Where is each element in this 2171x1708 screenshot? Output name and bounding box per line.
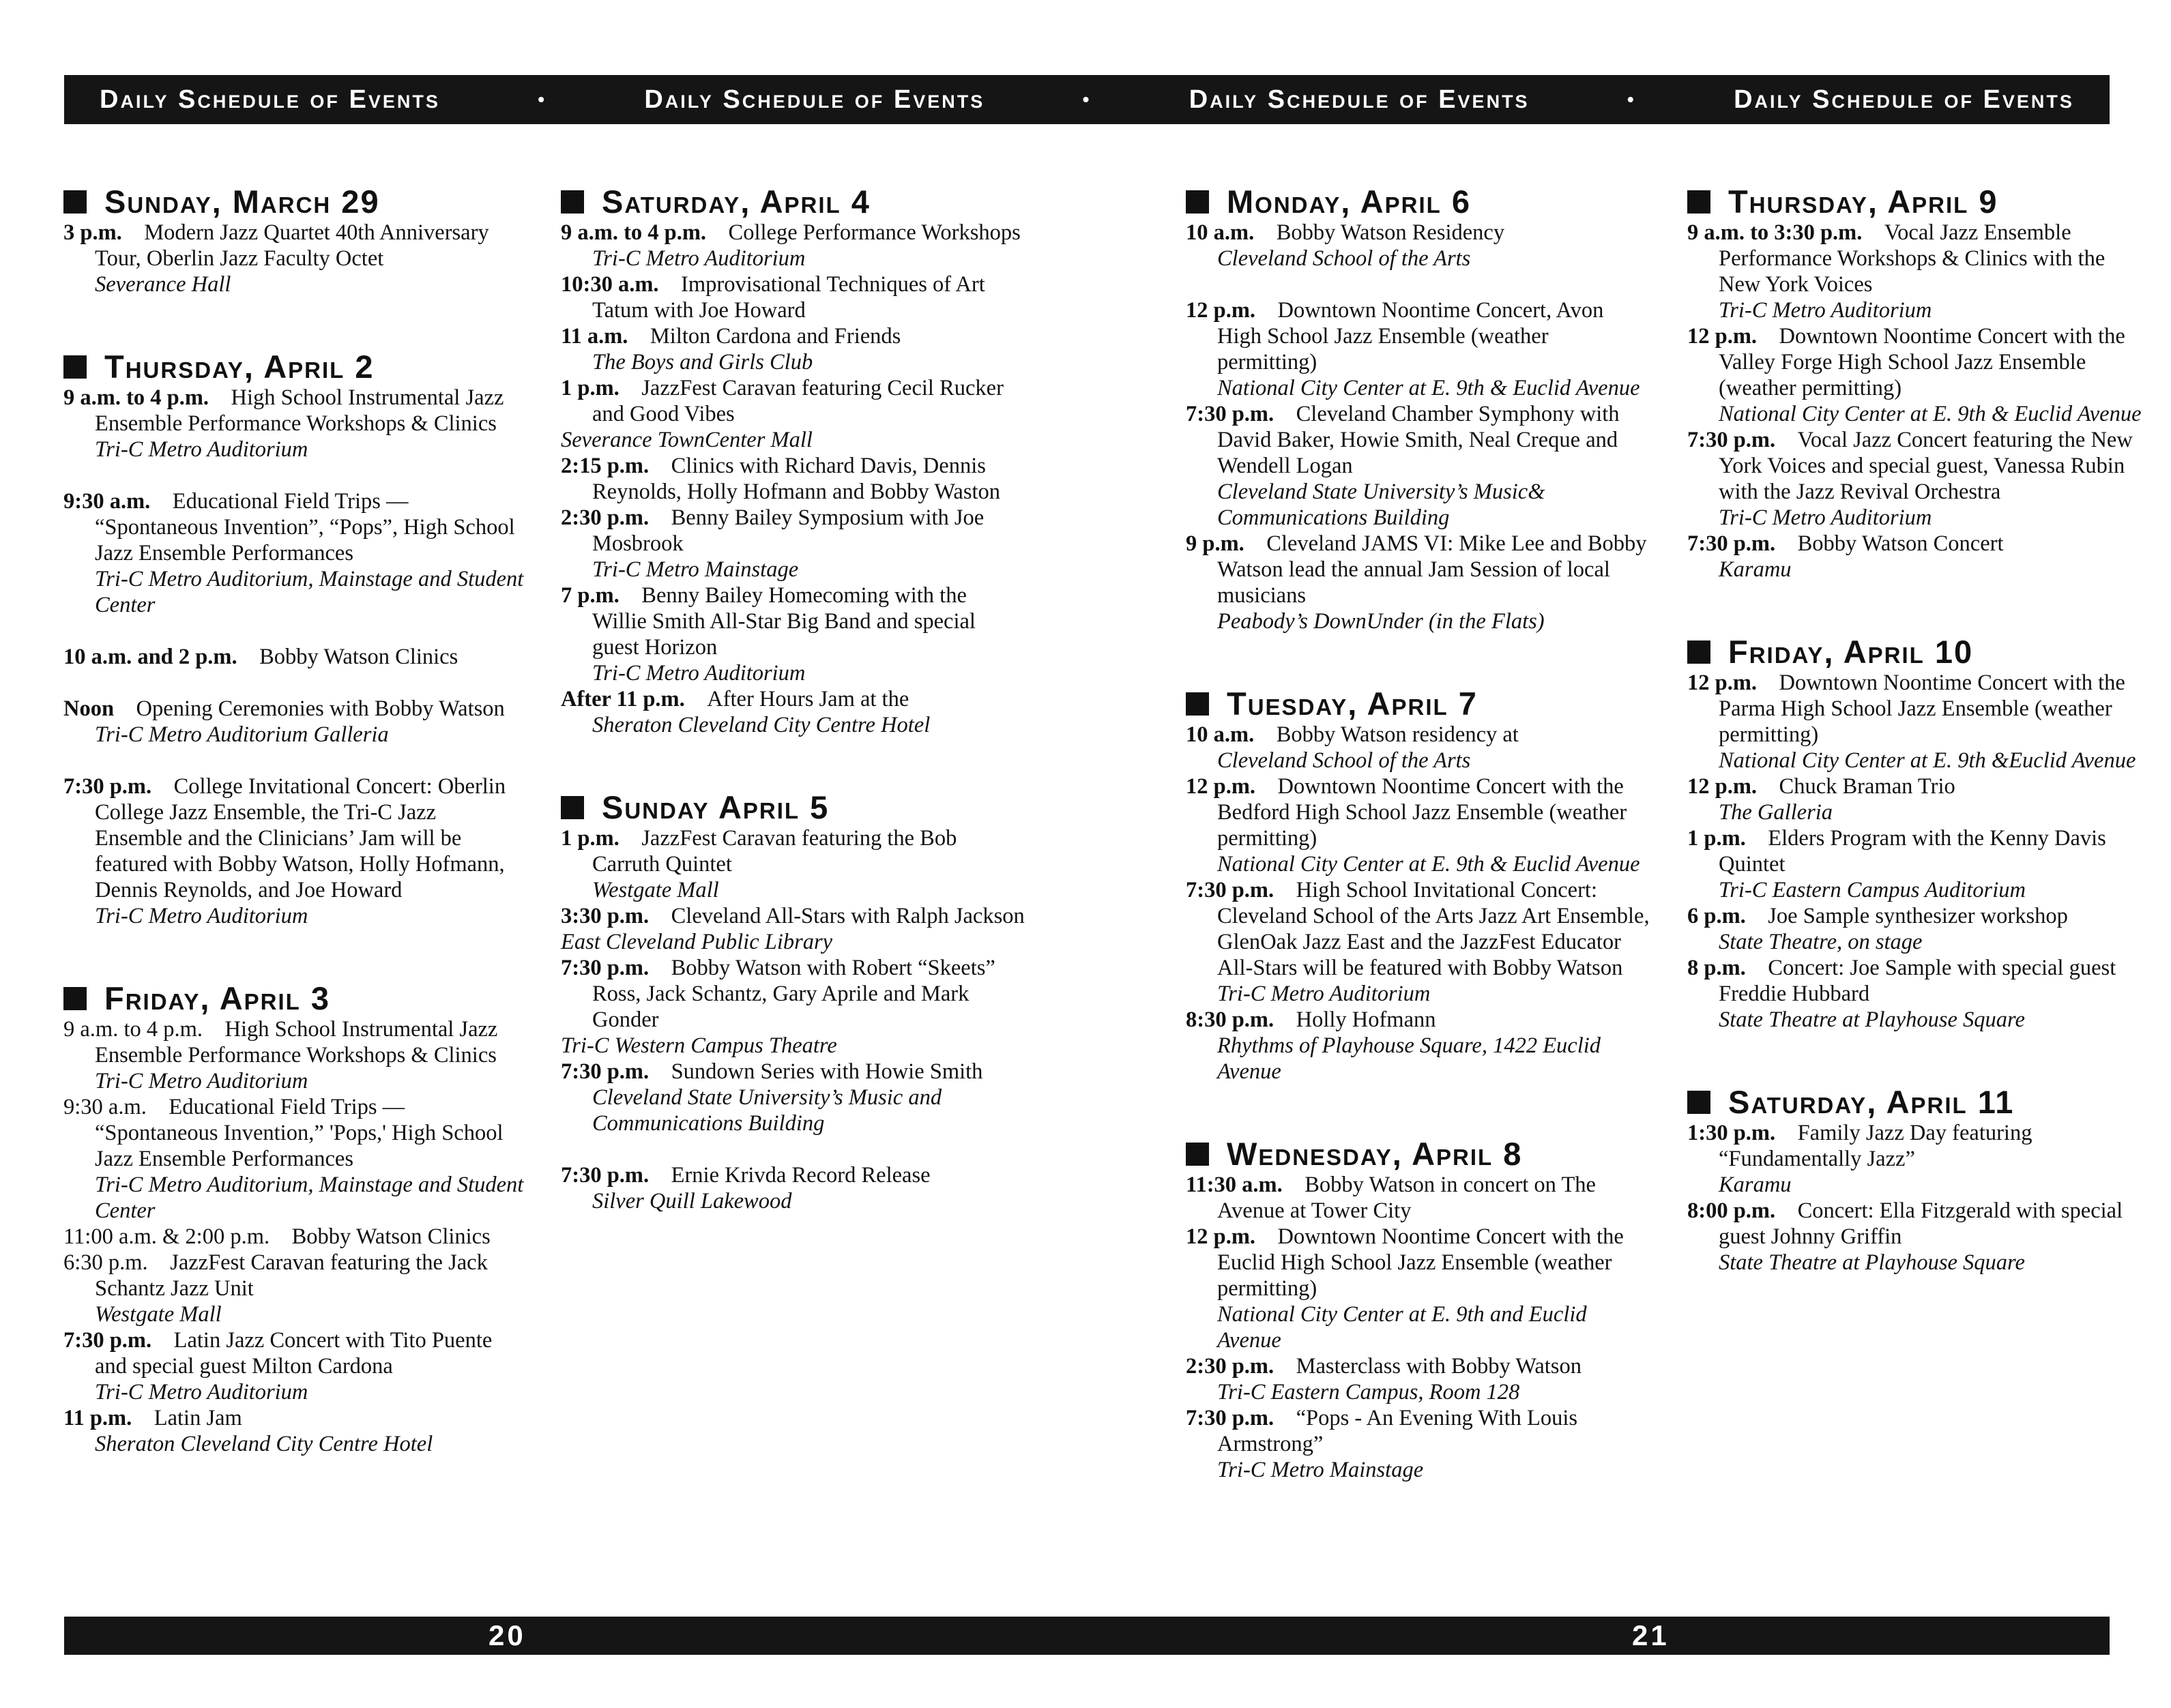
event-venue: Tri-C Metro Auditorium	[95, 904, 308, 928]
day-section	[561, 184, 1025, 738]
event-line	[1687, 903, 2151, 929]
event-line	[561, 903, 1025, 929]
event-venue: Rhythms of Playhouse Square, 1422 Euclid Avenue	[1217, 1033, 1601, 1084]
event-venue: Tri-C Metro Mainstage	[1217, 1458, 1424, 1482]
footer-bar-left	[64, 1617, 1079, 1655]
event-entry	[561, 1059, 1025, 1136]
event-venue: Tri-C Eastern Campus Auditorium	[1719, 878, 2026, 902]
day-section	[63, 184, 527, 297]
event-time: 1 p.m.	[561, 826, 620, 851]
event-description: Bobby Watson Clinics	[259, 645, 458, 669]
event-time: 8:00 p.m.	[1687, 1198, 1776, 1223]
event-line	[63, 1224, 527, 1250]
event-venue: Tri-C Metro Auditorium	[95, 437, 308, 462]
event-time: 9:30 a.m.	[63, 489, 151, 514]
square-bullet-icon	[63, 190, 87, 214]
event-venue: Cleveland School of the Arts	[1217, 748, 1471, 773]
event-description: High School Instrumental Jazz Ensemble Performance Workshops & Clinics	[95, 1017, 498, 1068]
event-description: Benny Bailey Homecoming with the Willie Smith All-Star Big Band and special guest Horizon	[592, 583, 976, 660]
event-description: Downtown Noontime Concert with the Euclid High School Jazz Ensemble (weather permitting)	[1217, 1224, 1624, 1301]
event-line	[1687, 531, 2151, 557]
square-bullet-icon	[561, 796, 584, 819]
event-entry	[1186, 1007, 1650, 1085]
day-title: Thursday, April 9	[1728, 183, 1998, 220]
event-venue: The Galleria	[1719, 800, 1833, 825]
event-venue: Silver Quill Lakewood	[592, 1189, 792, 1213]
event-time: 7:30 p.m.	[1186, 1406, 1274, 1430]
event-time: 7:30 p.m.	[1687, 531, 1776, 556]
event-entry	[63, 1094, 527, 1224]
event-entry	[561, 903, 1025, 955]
event-line	[1186, 220, 1650, 246]
event-venue: Cleveland School of the Arts	[1217, 246, 1471, 271]
event-line	[63, 644, 527, 670]
event-entry	[63, 220, 527, 297]
event-description: Elders Program with the Kenny Davis Quintet	[1719, 826, 2106, 877]
event-venue: Tri-C Metro Auditorium, Mainstage and Student Center	[95, 567, 524, 617]
day-title: Sunday April 5	[602, 789, 830, 825]
event-venue: National City Center at E. 9th & Euclid Avenue	[1217, 852, 1640, 877]
page-number: 20	[489, 1619, 526, 1651]
event-venue: The Boys and Girls Club	[592, 350, 813, 374]
event-time: 12 p.m.	[1687, 671, 1758, 695]
event-description: Benny Bailey Symposium with Joe Mosbrook	[592, 505, 985, 556]
event-line	[1687, 1120, 2151, 1172]
event-entry	[1186, 531, 1650, 634]
event-time: 12 p.m.	[1186, 774, 1256, 799]
event-description: College Performance Workshops	[728, 220, 1021, 245]
event-time: 10 a.m.	[1186, 220, 1255, 245]
event-entry	[63, 644, 527, 670]
event-description: Latin Jazz Concert with Tito Puente and special guest Milton Cardona	[95, 1328, 493, 1379]
event-entry	[1687, 427, 2151, 531]
event-entry	[1687, 323, 2151, 427]
day-heading	[561, 184, 1025, 220]
event-time: 7 p.m.	[561, 583, 620, 608]
day-heading	[561, 790, 1025, 825]
square-bullet-icon	[561, 190, 584, 214]
event-time: 7:30 p.m.	[1186, 402, 1274, 426]
event-line	[63, 220, 527, 271]
event-line	[1687, 1198, 2151, 1250]
event-time: 1:30 p.m.	[1687, 1121, 1776, 1145]
day-heading	[63, 981, 527, 1016]
event-time: 2:15 p.m.	[561, 454, 650, 478]
event-entry	[1687, 903, 2151, 955]
event-entry	[63, 488, 527, 618]
event-description: JazzFest Caravan featuring Cecil Rucker and Good Vibes	[592, 376, 1004, 426]
event-entry	[1687, 1120, 2151, 1198]
event-time: 12 p.m.	[1186, 298, 1256, 323]
event-description: Bobby Watson Clinics	[291, 1224, 491, 1249]
header-segment: Daily Schedule of Events	[1189, 85, 1530, 114]
day-heading	[63, 184, 527, 220]
event-description: Downtown Noontime Concert with the Valley Forge High School Jazz Ensemble (weather permitting)	[1719, 324, 2125, 400]
event-entry	[1186, 1172, 1650, 1224]
event-time: 3 p.m.	[63, 220, 122, 245]
event-description: Masterclass with Bobby Watson	[1296, 1354, 1582, 1379]
square-bullet-icon	[1687, 1091, 1710, 1114]
event-venue: Peabody’s DownUnder (in the Flats)	[1217, 609, 1545, 634]
event-venue: National City Center at E. 9th and Euclid Avenue	[1217, 1302, 1587, 1353]
event-line	[561, 1162, 1025, 1188]
event-line	[561, 825, 1025, 877]
event-description: Cleveland Chamber Symphony with David Baker, Howie Smith, Neal Creque and Wendell Logan	[1217, 402, 1620, 478]
event-time: 12 p.m.	[1186, 1224, 1256, 1249]
event-venue: National City Center at E. 9th & Euclid Avenue	[1719, 402, 2142, 426]
event-line	[1186, 774, 1650, 851]
event-entry	[63, 385, 527, 462]
event-entry	[561, 583, 1025, 686]
event-line	[1687, 774, 2151, 799]
event-time: After 11 p.m.	[561, 687, 685, 711]
event-line	[1186, 877, 1650, 981]
event-line	[63, 385, 527, 437]
event-venue: Tri-C Eastern Campus, Room 128	[1217, 1380, 1520, 1404]
event-venue: State Theatre at Playhouse Square	[1719, 1007, 2025, 1032]
event-venue: Sheraton Cleveland City Centre Hotel	[95, 1432, 433, 1456]
day-heading	[1186, 1136, 1650, 1172]
event-time: 9 a.m. to 4 p.m.	[63, 385, 209, 410]
event-description: Concert: Ella Fitzgerald with special guest Johnny Griffin	[1719, 1198, 2123, 1249]
event-venue: Tri-C Metro Auditorium	[592, 661, 806, 686]
event-venue: Tri-C Metro Auditorium	[95, 1069, 308, 1093]
event-time: 2:30 p.m.	[561, 505, 650, 530]
day-heading	[63, 349, 527, 385]
day-section	[63, 981, 527, 1457]
event-description: Cleveland All-Stars with Ralph Jackson	[671, 904, 1025, 928]
square-bullet-icon	[1687, 640, 1710, 664]
day-title: Wednesday, April 8	[1227, 1136, 1523, 1172]
event-time: 10 a.m.	[1186, 722, 1255, 747]
event-description: Ernie Krivda Record Release	[671, 1163, 931, 1188]
day-section	[1687, 1085, 2151, 1276]
header-separator: •	[1082, 89, 1092, 110]
event-entry	[561, 505, 1025, 583]
event-time: 1 p.m.	[1687, 826, 1746, 851]
event-time: 11:00 a.m. & 2:00 p.m.	[63, 1224, 270, 1249]
day-section	[1186, 686, 1650, 1085]
event-line	[1186, 531, 1650, 608]
day-title: Sunday, March 29	[104, 183, 380, 220]
event-venue: Westgate Mall	[95, 1302, 222, 1327]
event-entry	[63, 1016, 527, 1094]
event-venue: Severance TownCenter Mall	[561, 428, 813, 452]
schedule-column-3	[1186, 184, 1650, 1535]
event-line	[1687, 220, 2151, 297]
event-description: Bobby Watson Residency	[1276, 220, 1505, 245]
event-time: 7:30 p.m.	[561, 1059, 650, 1084]
event-line	[63, 696, 527, 722]
event-entry	[1687, 825, 2151, 903]
square-bullet-icon	[1186, 190, 1209, 214]
event-description: Bobby Watson with Robert “Skeets” Ross, Jack Schantz, Gary Aprile and Mark Gonder	[592, 956, 995, 1032]
event-line	[1687, 427, 2151, 505]
event-entry	[63, 774, 527, 929]
day-section	[1687, 184, 2151, 583]
header-segment: Daily Schedule of Events	[644, 85, 985, 114]
event-time: Noon	[63, 696, 115, 721]
event-time: 10:30 a.m.	[561, 272, 659, 297]
event-description: Concert: Joe Sample with special guest Freddie Hubbard	[1719, 956, 2116, 1006]
event-time: 9 a.m. to 4 p.m.	[561, 220, 707, 245]
event-time: 11 p.m.	[63, 1406, 132, 1430]
day-title: Thursday, April 2	[104, 349, 375, 385]
event-line	[561, 686, 1025, 712]
event-venue: Tri-C Metro Auditorium	[592, 246, 806, 271]
event-description: Bobby Watson residency at	[1276, 722, 1519, 747]
event-venue: Tri-C Metro Auditorium, Mainstage and Student Center	[95, 1173, 524, 1223]
header-segment: Daily Schedule of Events	[100, 85, 440, 114]
day-section	[1186, 1136, 1650, 1483]
event-line	[561, 271, 1025, 323]
header-separator: •	[538, 89, 547, 110]
event-line	[1687, 825, 2151, 877]
event-entry	[561, 271, 1025, 323]
square-bullet-icon	[63, 987, 87, 1010]
square-bullet-icon	[63, 355, 87, 379]
event-line	[63, 1405, 527, 1431]
event-description: College Invitational Concert: Oberlin College Jazz Ensemble, the Tri-C Jazz Ensemble and the Clinicians’ Jam will be featured with Bobby Watson, Holly Hofmann, Dennis Reynolds, and Joe Howard	[95, 774, 506, 902]
day-section	[63, 349, 527, 929]
event-description: JazzFest Caravan featuring the Jack Schantz Jazz Unit	[95, 1250, 488, 1301]
event-line	[1687, 323, 2151, 401]
day-title: Friday, April 3	[104, 980, 331, 1016]
page-number: 21	[1632, 1619, 1670, 1651]
event-time: 6:30 p.m.	[63, 1250, 148, 1275]
day-heading	[1687, 634, 2151, 670]
event-entry	[1687, 955, 2151, 1033]
event-line	[561, 323, 1025, 349]
event-description: Improvisational Techniques of Art Tatum with Joe Howard	[592, 272, 985, 323]
event-entry	[561, 220, 1025, 271]
event-line	[561, 1059, 1025, 1085]
event-entry	[561, 825, 1025, 903]
event-entry	[561, 453, 1025, 505]
event-description: Modern Jazz Quartet 40th Anniversary Tour, Oberlin Jazz Faculty Octet	[95, 220, 489, 271]
event-description: Vocal Jazz Concert featuring the New York Voices and special guest, Vanessa Rubin with the Jazz Revival Orchestra	[1719, 428, 2133, 504]
event-line	[561, 453, 1025, 505]
event-time: 9 p.m.	[1186, 531, 1244, 556]
event-description: After Hours Jam at the	[707, 687, 909, 711]
day-heading	[1687, 184, 2151, 220]
event-venue: Tri-C Metro Auditorium Galleria	[95, 722, 389, 747]
event-venue: State Theatre at Playhouse Square	[1719, 1250, 2025, 1275]
event-venue: National City Center at E. 9th &Euclid Avenue	[1719, 748, 2136, 773]
schedule-column-1	[63, 184, 527, 1509]
event-line	[1687, 670, 2151, 748]
event-entry	[1687, 220, 2151, 323]
event-description: High School Invitational Concert: Cleveland School of the Arts Jazz Art Ensemble, GlenOak Jazz East and the JazzFest Educator All-Stars will be featured with Bobby Watson	[1217, 878, 1650, 980]
schedule-column-2	[561, 184, 1025, 1266]
day-section	[1186, 184, 1650, 634]
event-time: 3:30 p.m.	[561, 904, 650, 928]
day-section	[1687, 634, 2151, 1033]
event-entry	[561, 323, 1025, 375]
event-line	[1687, 955, 2151, 1007]
event-line	[1186, 401, 1650, 479]
event-line	[1186, 722, 1650, 748]
event-entry	[1186, 722, 1650, 774]
day-title: Tuesday, April 7	[1227, 686, 1478, 722]
event-line	[561, 505, 1025, 557]
day-heading	[1687, 1085, 2151, 1120]
footer-bar-right	[1079, 1617, 2110, 1655]
event-description: Educational Field Trips — “Spontaneous Invention,” 'Pops,' High School Jazz Ensemble Performances	[95, 1095, 504, 1171]
event-description: Sundown Series with Howie Smith	[671, 1059, 983, 1084]
event-time: 9 a.m. to 3:30 p.m.	[1687, 220, 1863, 245]
day-heading	[1186, 686, 1650, 722]
event-entry	[1186, 220, 1650, 271]
event-description: Family Jazz Day featuring “Fundamentally Jazz”	[1719, 1121, 2032, 1171]
event-venue: State Theatre, on stage	[1719, 930, 1923, 954]
event-time: 7:30 p.m.	[1687, 428, 1776, 452]
event-entry	[1186, 774, 1650, 877]
event-line	[561, 955, 1025, 1033]
event-time: 7:30 p.m.	[63, 774, 152, 799]
event-description: Cleveland JAMS VI: Mike Lee and Bobby Watson lead the annual Jam Session of local musicians	[1217, 531, 1647, 608]
event-line	[63, 1250, 527, 1301]
event-entry	[63, 696, 527, 748]
event-description: Milton Cardona and Friends	[650, 324, 901, 349]
event-line	[1186, 297, 1650, 375]
event-entry	[1687, 670, 2151, 774]
event-time: 12 p.m.	[1687, 324, 1758, 349]
event-time: 7:30 p.m.	[561, 956, 650, 980]
event-description: Vocal Jazz Ensemble Performance Workshops & Clinics with the New York Voices	[1719, 220, 2106, 297]
event-entry	[561, 686, 1025, 738]
event-time: 12 p.m.	[1687, 774, 1758, 799]
event-venue: Severance Hall	[95, 272, 231, 297]
event-time: 6 p.m.	[1687, 904, 1746, 928]
event-time: 7:30 p.m.	[63, 1328, 152, 1353]
event-entry	[1687, 774, 2151, 825]
event-description: Downtown Noontime Concert with the Parma High School Jazz Ensemble (weather permitting)	[1719, 671, 2125, 747]
event-description: Opening Ceremonies with Bobby Watson	[136, 696, 505, 721]
day-title: Saturday, April 4	[602, 183, 871, 220]
square-bullet-icon	[1186, 692, 1209, 716]
event-line	[63, 1327, 527, 1379]
event-line	[63, 774, 527, 903]
event-description: Joe Sample synthesizer workshop	[1768, 904, 2068, 928]
schedule-column-4	[1687, 184, 2151, 1327]
event-time: 8:30 p.m.	[1186, 1007, 1274, 1032]
event-entry	[1687, 1198, 2151, 1276]
event-time: 10 a.m. and 2 p.m.	[63, 645, 237, 669]
event-venue: Tri-C Metro Auditorium	[1719, 505, 1932, 530]
event-time: 2:30 p.m.	[1186, 1354, 1274, 1379]
header-separator: •	[1627, 89, 1636, 110]
event-entry	[1186, 1405, 1650, 1483]
event-venue: National City Center at E. 9th & Euclid Avenue	[1217, 376, 1640, 400]
square-bullet-icon	[1687, 190, 1710, 214]
event-description: Bobby Watson in concert on The Avenue at Tower City	[1217, 1173, 1596, 1223]
event-time: 9 a.m. to 4 p.m.	[63, 1017, 203, 1042]
square-bullet-icon	[1186, 1143, 1209, 1166]
event-line	[561, 583, 1025, 660]
event-line	[63, 488, 527, 566]
event-entry	[1186, 297, 1650, 401]
event-line	[1186, 1172, 1650, 1224]
event-description: Bobby Watson Concert	[1797, 531, 2004, 556]
event-venue: Karamu	[1719, 1173, 1792, 1197]
event-venue: Cleveland State University’s Music& Communications Building	[1217, 480, 1545, 530]
event-description: Educational Field Trips — “Spontaneous Invention”, “Pops”, High School Jazz Ensemble Performances	[95, 489, 515, 565]
event-entry	[63, 1405, 527, 1457]
event-description: High School Instrumental Jazz Ensemble Performance Workshops & Clinics	[95, 385, 504, 436]
event-venue: Tri-C Metro Mainstage	[592, 557, 799, 582]
day-title: Saturday, April 11	[1728, 1084, 2015, 1120]
header-bar	[64, 75, 2110, 124]
event-venue: Cleveland State University’s Music and Communications Building	[592, 1085, 942, 1136]
event-line	[561, 220, 1025, 246]
event-line	[1186, 1405, 1650, 1457]
event-venue: Tri-C Metro Auditorium	[1217, 982, 1431, 1006]
event-venue: Tri-C Metro Auditorium	[95, 1380, 308, 1404]
event-entry	[1186, 1224, 1650, 1353]
event-venue: Westgate Mall	[592, 878, 719, 902]
event-time: 11:30 a.m.	[1186, 1173, 1283, 1197]
event-time: 7:30 p.m.	[1186, 878, 1274, 902]
header-segment: Daily Schedule of Events	[1734, 85, 2074, 114]
event-line	[1186, 1007, 1650, 1033]
day-heading	[1186, 184, 1650, 220]
event-line	[1186, 1353, 1650, 1379]
day-title: Friday, April 10	[1728, 634, 1974, 670]
event-description: Clinics with Richard Davis, Dennis Reynolds, Holly Hofmann and Bobby Waston	[592, 454, 1000, 504]
event-description: JazzFest Caravan featuring the Bob Carruth Quintet	[592, 826, 957, 877]
event-venue: East Cleveland Public Library	[561, 930, 833, 954]
event-entry	[561, 955, 1025, 1059]
event-description: “Pops - An Evening With Louis Armstrong”	[1217, 1406, 1578, 1456]
event-description: Downtown Noontime Concert with the Bedford High School Jazz Ensemble (weather permitting)	[1217, 774, 1627, 851]
event-time: 11 a.m.	[561, 324, 628, 349]
event-entry	[1687, 531, 2151, 583]
event-entry	[561, 1162, 1025, 1214]
event-entry	[63, 1224, 527, 1250]
event-description: Downtown Noontime Concert, Avon High School Jazz Ensemble (weather permitting)	[1217, 298, 1604, 374]
event-description: Holly Hofmann	[1296, 1007, 1436, 1032]
event-time: 7:30 p.m.	[561, 1163, 650, 1188]
event-time: 1 p.m.	[561, 376, 620, 400]
event-line	[561, 375, 1025, 427]
event-line	[63, 1094, 527, 1172]
event-description: Chuck Braman Trio	[1779, 774, 1955, 799]
event-entry	[63, 1327, 527, 1405]
event-venue: Tri-C Western Campus Theatre	[561, 1033, 837, 1058]
day-title: Monday, April 6	[1227, 183, 1471, 220]
event-entry	[1186, 1353, 1650, 1405]
day-section	[561, 790, 1025, 1214]
event-time: 9:30 a.m.	[63, 1095, 147, 1119]
event-venue: Tri-C Metro Auditorium	[1719, 298, 1932, 323]
event-entry	[63, 1250, 527, 1327]
event-line	[1186, 1224, 1650, 1301]
event-venue: Karamu	[1719, 557, 1792, 582]
event-venue: Sheraton Cleveland City Centre Hotel	[592, 713, 931, 737]
event-entry	[1186, 877, 1650, 1007]
event-time: 8 p.m.	[1687, 956, 1746, 980]
event-line	[63, 1016, 527, 1068]
event-entry	[561, 375, 1025, 453]
event-entry	[1186, 401, 1650, 531]
event-description: Latin Jam	[154, 1406, 242, 1430]
